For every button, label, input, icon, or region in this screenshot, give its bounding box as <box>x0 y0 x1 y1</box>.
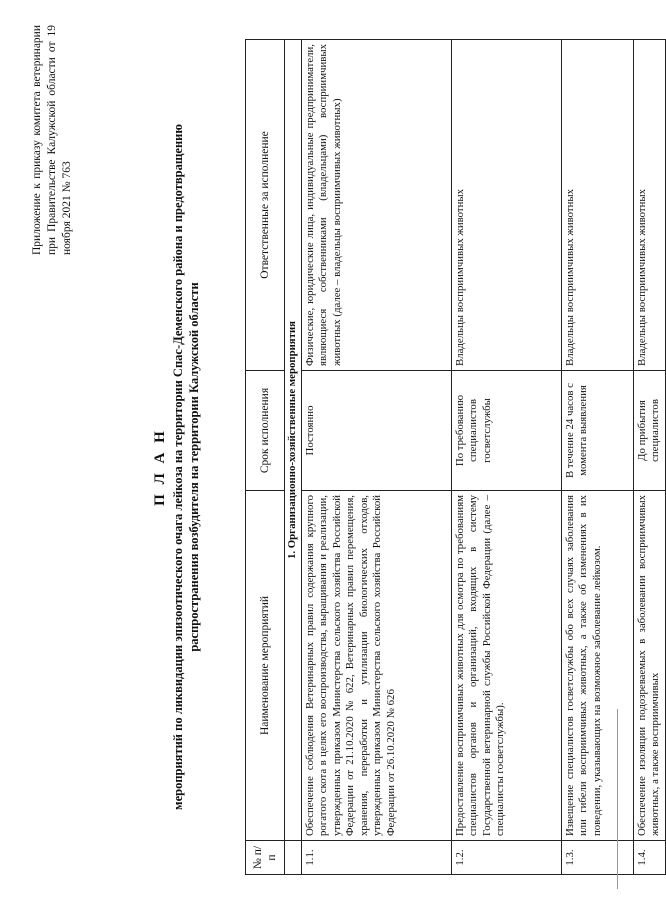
row-term: В течение 24 часов с момента выявления <box>561 371 633 491</box>
row-resp: Владельцы восприимчивых животных <box>451 40 561 371</box>
title-line-1: мероприятий по ликвидации эпизоотического очага лейкоза на территории Спас-Деменского района и предотвращению <box>171 124 185 810</box>
document-title <box>150 47 202 887</box>
section-title: 1. Организационно-хозяйственные мероприятия <box>285 40 302 841</box>
row-term: Постоянно <box>301 371 451 491</box>
row-name: Предоставление восприимчивых животных для осмотра по требованиям специалистов органов и организаций, входящих в систему Государственной ветеринарной службы Российской Федерации (далее – специалисты госветслужбы). <box>451 491 561 841</box>
table-row <box>561 40 633 875</box>
header-num: № п/п <box>246 841 285 875</box>
row-num: 1.3. <box>561 841 633 875</box>
title-line-2: распространения возбудителя на территории Калужской области <box>187 282 201 652</box>
table-row <box>633 40 665 875</box>
row-name: Извещение специалистов госветслужбы обо всех случаях заболевания или гибели восприимчивых животных, а также об изменениях в их поведении, указывающих на возможное заболевание лейкозом. <box>561 491 633 841</box>
row-name: Обеспечение соблюдения Ветеринарных правил содержания крупного рогатого скота в целях его воспроизводства, выращивания и реализации, утвержденных приказом Министерства сельского хозяйства Российской Федерации от 21.10.2020 № 622, Ветеринарных правил перемещения, хранения, переработки и утилизации биологических отходов, утвержденных приказом Министерства сельского хозяйства Российской Федерации от 26.10.2020 № 626 <box>301 491 451 841</box>
row-num: 1.4. <box>633 841 665 875</box>
row-resp: Физические, юридические лица, индивидуальные предприниматели, являющиеся собственниками (владельцами) восприимчивых животных (далее – владельцы восприимчивых животных) <box>301 40 451 371</box>
table-row <box>301 40 451 875</box>
row-num: 1.1. <box>301 841 451 875</box>
row-name: Обеспечение изоляции подозреваемых в заболевании восприимчивых животных, а также восприимчивых <box>633 491 665 841</box>
table-header-row <box>246 40 285 875</box>
row-resp: Владельцы восприимчивых животных <box>561 40 633 371</box>
table-row <box>451 40 561 875</box>
header-term: Срок исполнения <box>246 371 285 491</box>
plan-heading: П Л А Н <box>152 428 168 506</box>
scan-artifact-line <box>617 709 618 889</box>
appendix-note: Приложение к приказу комитета ветеринарии при Правительстве Калужской области от 19 ноября 2021 № 763 <box>31 25 73 255</box>
row-term: По требованию специалистов госветслужбы <box>451 371 561 491</box>
row-resp: Владельцы восприимчивых животных <box>633 40 665 371</box>
section-empty-cell <box>285 841 302 875</box>
header-name: Наименование мероприятий <box>246 491 285 841</box>
row-num: 1.2. <box>451 841 561 875</box>
row-term: До прибытия специалистов <box>633 371 665 491</box>
header-resp: Ответственные за исполнение <box>246 40 285 371</box>
plan-table <box>245 39 666 875</box>
section-row <box>285 40 302 875</box>
